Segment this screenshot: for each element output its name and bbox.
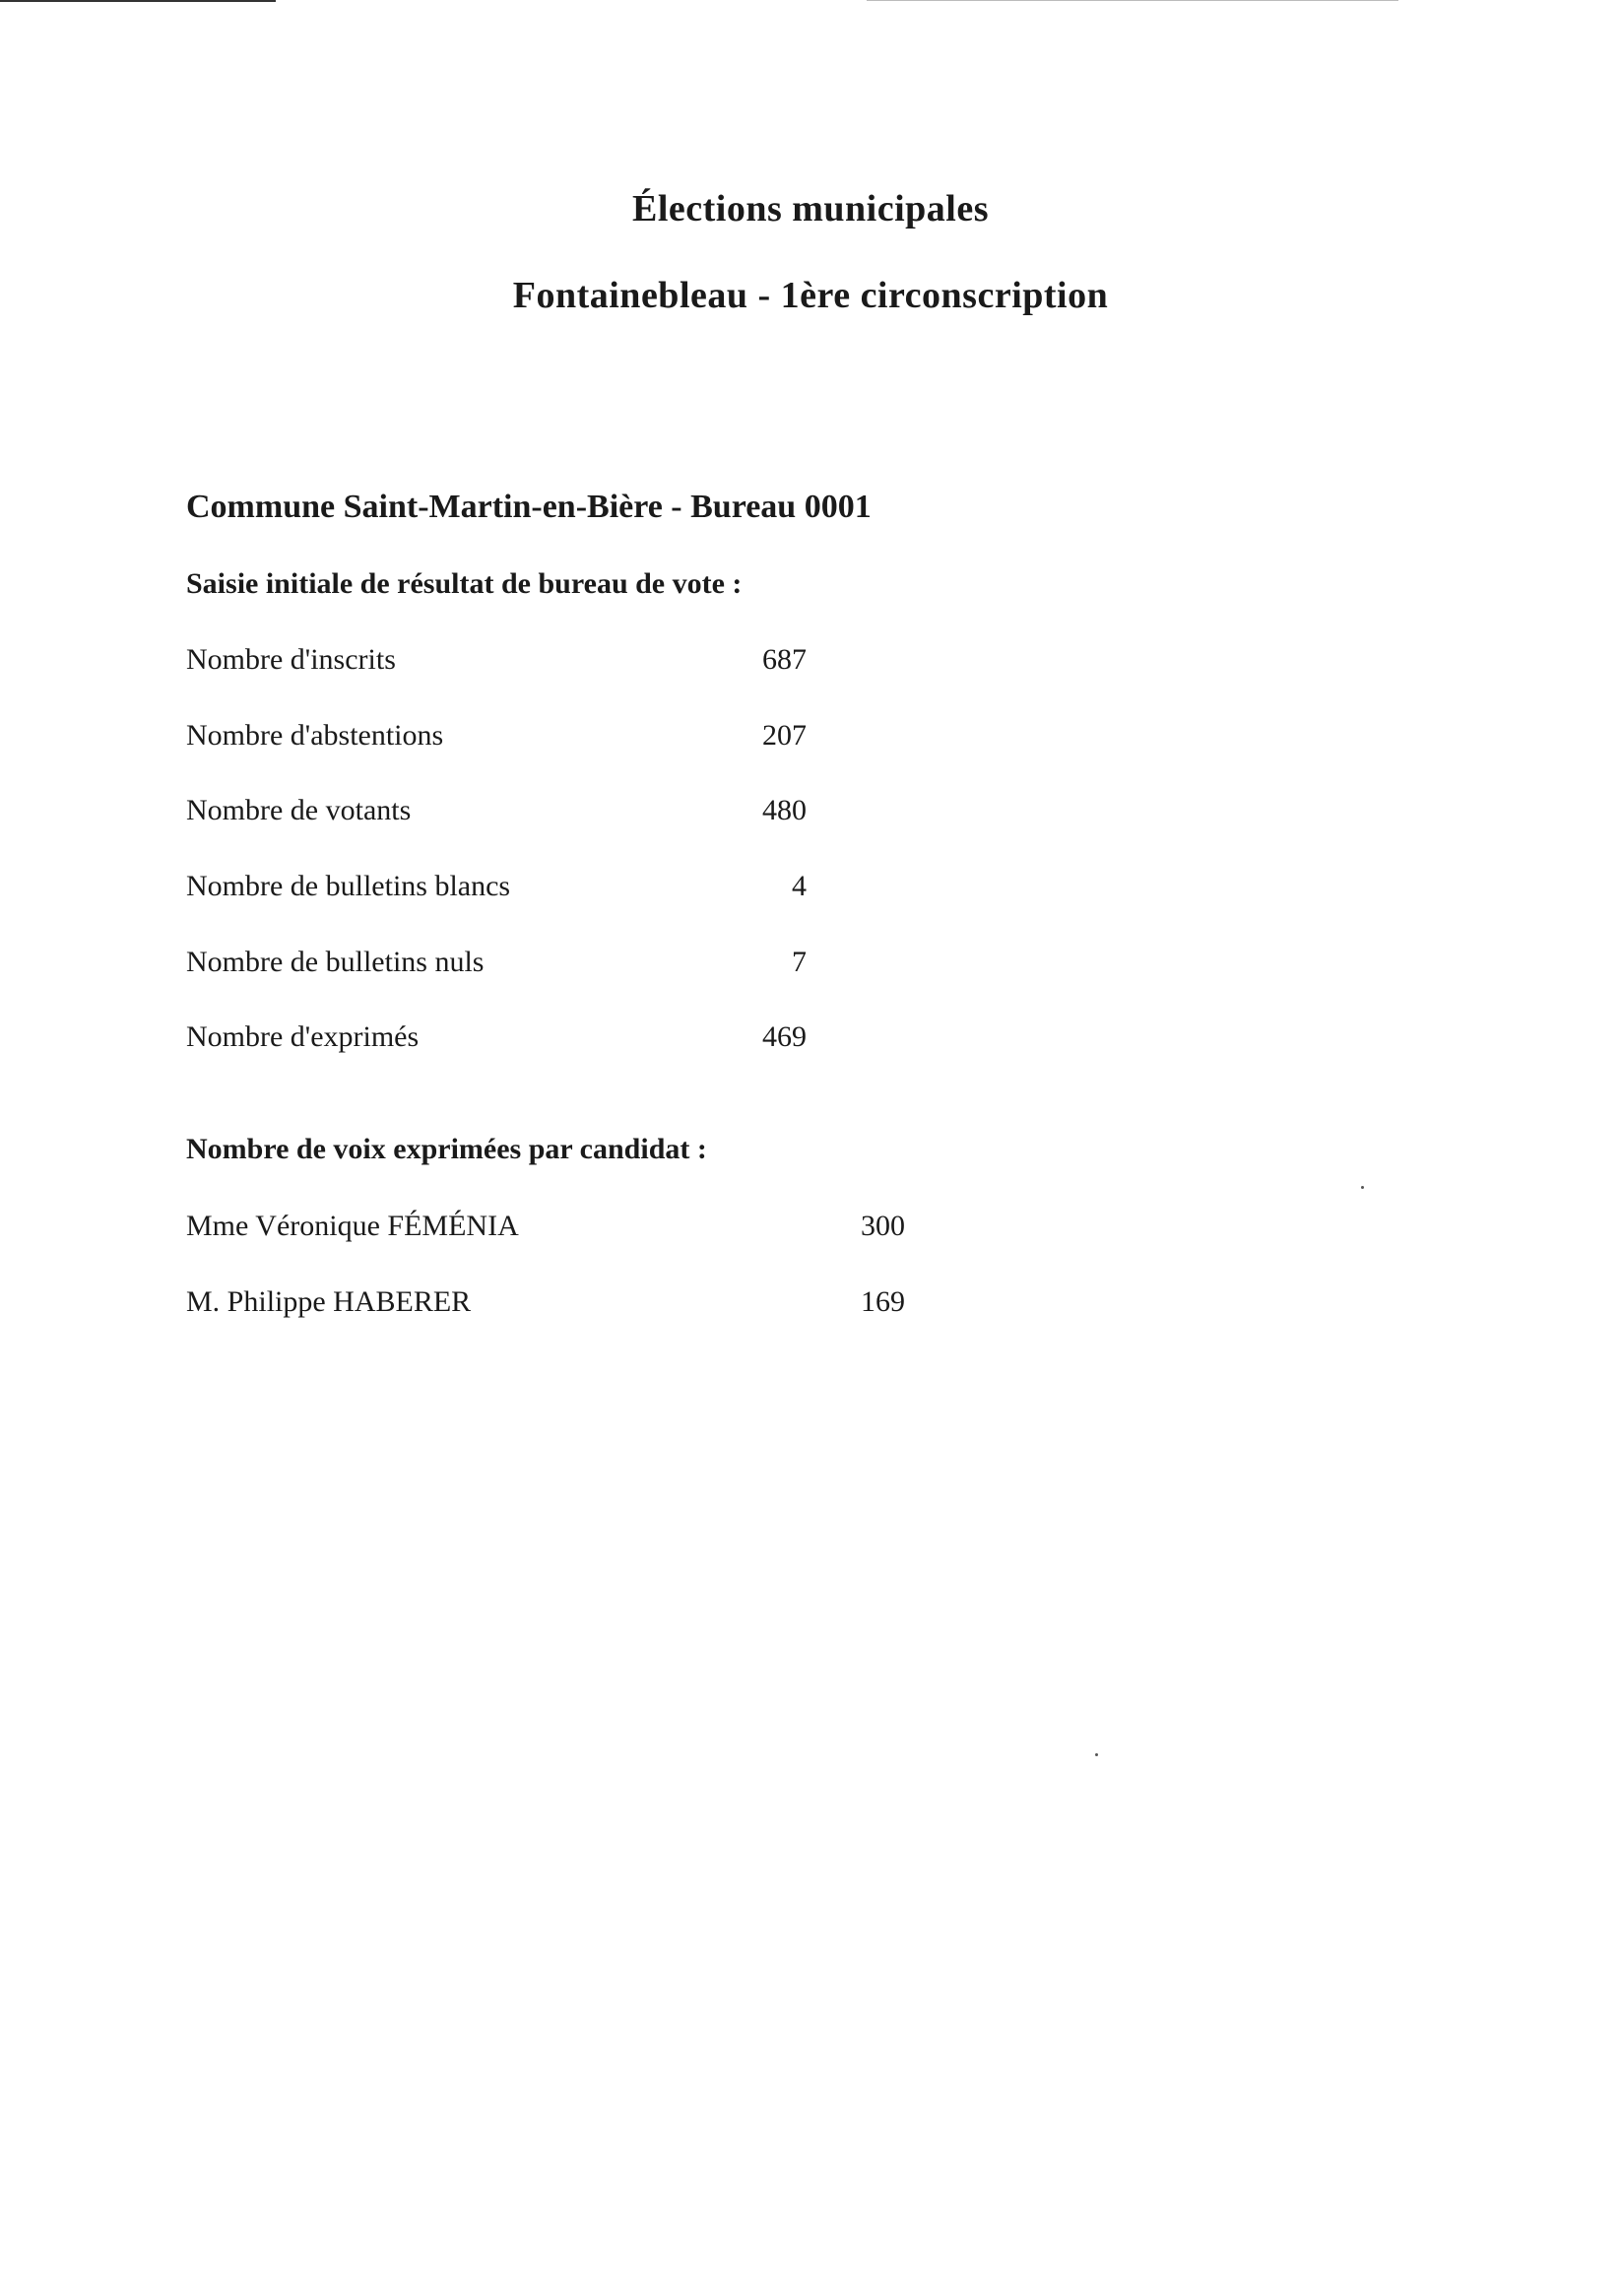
- result-label: Nombre de bulletins nuls: [186, 946, 485, 978]
- result-value: 480: [762, 794, 807, 826]
- saisie-heading: Saisie initiale de résultat de bureau de vote :: [186, 567, 743, 600]
- candidate-name: M. Philippe HABERER: [186, 1285, 472, 1318]
- candidate-name: Mme Véronique FÉMÉNIA: [186, 1210, 519, 1242]
- result-label: Nombre d'exprimés: [186, 1020, 420, 1053]
- scan-edge-mark: [0, 0, 276, 2]
- result-value: 687: [762, 643, 807, 676]
- result-value: 4: [792, 870, 807, 902]
- candidate-votes: 169: [861, 1285, 905, 1318]
- result-value: 7: [792, 946, 807, 978]
- scan-edge-mark: [867, 0, 1398, 1]
- candidate-votes: 300: [861, 1210, 905, 1242]
- page-subtitle: Fontainebleau - 1ère circonscription: [512, 275, 1109, 316]
- scan-speck: [1095, 1753, 1098, 1756]
- result-value: 207: [762, 719, 807, 752]
- page-title: Élections municipales: [631, 188, 990, 230]
- result-label: Nombre de votants: [186, 794, 412, 826]
- result-label: Nombre d'abstentions: [186, 719, 444, 752]
- candidats-heading: Nombre de voix exprimées par candidat :: [186, 1133, 707, 1165]
- bureau-heading: Commune Saint-Martin-en-Bière - Bureau 0001: [186, 489, 872, 525]
- scan-speck: [1361, 1186, 1364, 1189]
- result-label: Nombre de bulletins blancs: [186, 870, 511, 902]
- result-value: 469: [762, 1020, 807, 1053]
- result-label: Nombre d'inscrits: [186, 643, 396, 676]
